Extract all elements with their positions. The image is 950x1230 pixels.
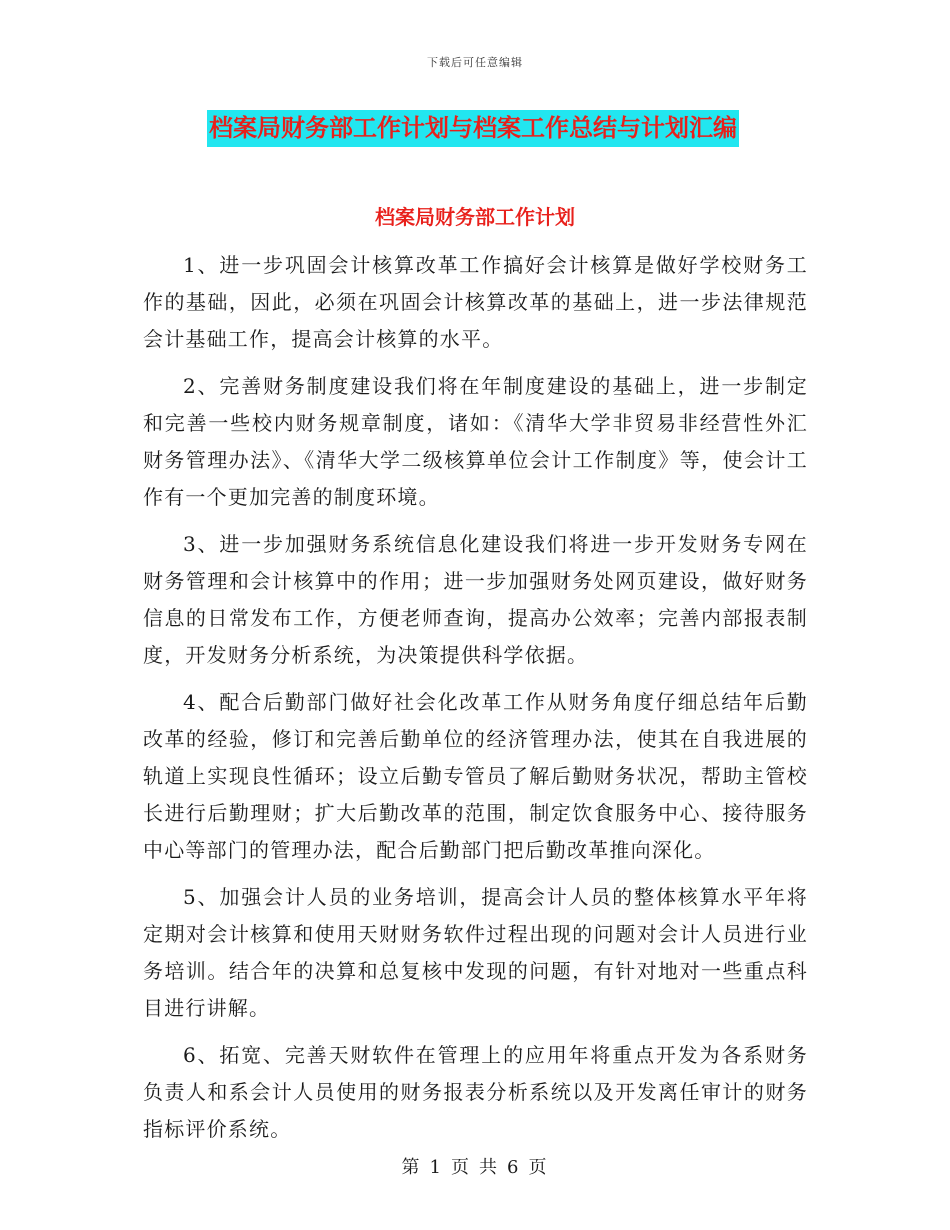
footer-total-prefix: 共 xyxy=(479,1157,499,1178)
paragraph-6: 6、拓宽、完善天财软件在管理上的应用年将重点开发为各系财务负责人和系会计人员使用的财务报表分析系统以及开发离任审计的财务指标评价系统。 xyxy=(143,1043,808,1141)
footer-total-unit: 页 xyxy=(528,1157,549,1178)
main-title-container xyxy=(207,110,739,147)
main-title: 档案局财务部工作计划与档案工作总结与计划汇编 xyxy=(207,110,739,147)
footer-page-unit: 页 xyxy=(451,1157,471,1178)
paragraph-2: 2、完善财务制度建设我们将在年制度建设的基础上，进一步制定和完善一些校内财务规章制度，诸如：《清华大学非贸易非经营性外汇财务管理办法》、《清华大学二级核算单位会计工作制度》等，使会计工作有一个更加完善的制度环境。 xyxy=(143,374,808,509)
paragraph-4: 4、配合后勤部门做好社会化改革工作从财务角度仔细总结年后勤改革的经验，修订和完善后勤单位的经济管理办法，使其在自我进展的轨道上实现良性循环；设立后勤专管员了解后勤财务状况，帮助主管校长进行后勤理财；扩大后勤改革的范围，制定饮食服务中心、接待服务中心等部门的管理办法，配合后勤部门把后勤改革推向深化。 xyxy=(143,690,808,862)
document-body xyxy=(143,247,808,1158)
paragraph-3: 3、进一步加强财务系统信息化建设我们将进一步开发财务专网在财务管理和会计核算中的作用；进一步加强财务处网页建设，做好财务信息的日常发布工作，方便老师查询，提高办公效率；完善内部报表制度，开发财务分析系统，为决策提供科学依据。 xyxy=(143,532,808,667)
section-title: 档案局财务部工作计划 xyxy=(375,205,575,229)
paragraph-5: 5、加强会计人员的业务培训，提高会计人员的整体核算水平年将定期对会计核算和使用天财财务软件过程出现的问题对会计人员进行业务培训。结合年的决算和总复核中发现的问题，有针对地对一些重点科目进行讲解。 xyxy=(143,885,808,1020)
footer-prefix: 第 xyxy=(401,1157,422,1178)
paragraph-1: 1、进一步巩固会计核算改革工作搞好会计核算是做好学校财务工作的基础，因此，必须在巩固会计核算改革的基础上，进一步法律规范会计基础工作，提高会计核算的水平。 xyxy=(143,253,808,351)
footer-page-number: 1 xyxy=(429,1157,443,1178)
page-footer xyxy=(0,1153,950,1179)
header-note: 下载后可任意编辑 xyxy=(427,56,523,69)
footer-total-pages: 6 xyxy=(507,1157,521,1178)
